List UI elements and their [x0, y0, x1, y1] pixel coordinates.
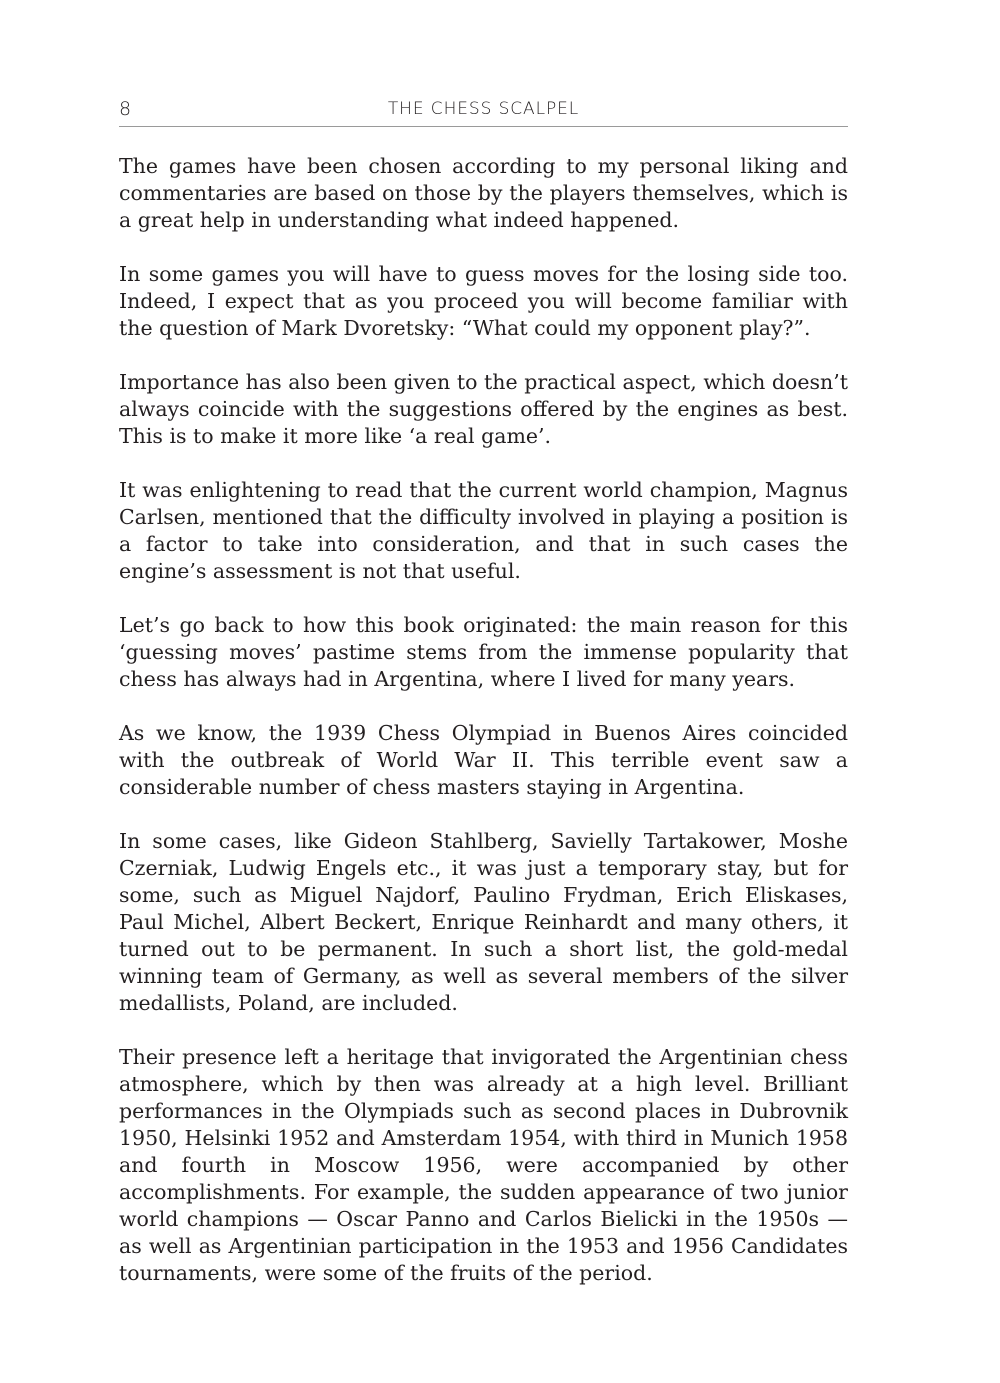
paragraph-8: Their presence left a heritage that invigorated the Argentinian chess atmosphere, which by then was already at a high level. Brilliant performances in the Olympiads such as second places in Dubrovnik 1950, Helsinki 1952 and Amsterdam 1954, with third in Munich 1958 and fourth in Moscow 1956, were accompanied by other accomplishments. For example, the sudden appearance of two junior world champions — Oscar Panno and Carlos Bielicki in the 1950s — as well as Argentinian participation in the 1953 and 1956 Candidates tournaments, were some of the fruits of the period. — [119, 1045, 848, 1285]
paragraph-3: Importance has also been given to the practical aspect, which doesn’t always coincide with the suggestions offered by the engines as best. This is to make it more like ‘a real game’. — [119, 370, 848, 448]
paragraph-4: It was enlightening to read that the current world champion, Magnus Carlsen, mentioned that the difficulty involved in playing a position is a factor to take into consideration, and that in such cases the engine’s assessment is not that useful. — [119, 478, 848, 583]
paragraph-2: In some games you will have to guess moves for the losing side too. Indeed, I expect that as you proceed you will become familiar with the question of Mark Dvoretsky: “What could my opponent play?”. — [119, 262, 848, 340]
running-title: THE CHESS SCALPEL — [387, 99, 580, 119]
page-number: 8 — [119, 98, 132, 120]
paragraph-1: The games have been chosen according to my personal liking and commentaries are based on those by the players themselves, which is a great help in understanding what indeed happened. — [119, 154, 848, 232]
paragraph-5: Let’s go back to how this book originated: the main reason for this ‘guessing moves’ pastime stems from the immense popularity that chess has always had in Argentina, where I lived for many years. — [119, 613, 848, 691]
running-head — [119, 96, 848, 127]
body-text — [119, 153, 848, 1314]
paragraph-7: In some cases, like Gideon Stahlberg, Savielly Tartakower, Moshe Czerniak, Ludwig Engels etc., it was just a temporary stay, but for some, such as Miguel Najdorf, Paulino Frydman, Erich Eliskases, Paul Michel, Albert Beckert, Enrique Reinhardt and many others, it turned out to be permanent. In such a short list, the gold-medal winning team of Germany, as well as several members of the silver medallists, Poland, are included. — [119, 829, 848, 1015]
paragraph-6: As we know, the 1939 Chess Olympiad in Buenos Aires coincided with the outbreak of World War II. This terrible event saw a considerable number of chess masters staying in Argentina. — [119, 721, 848, 799]
